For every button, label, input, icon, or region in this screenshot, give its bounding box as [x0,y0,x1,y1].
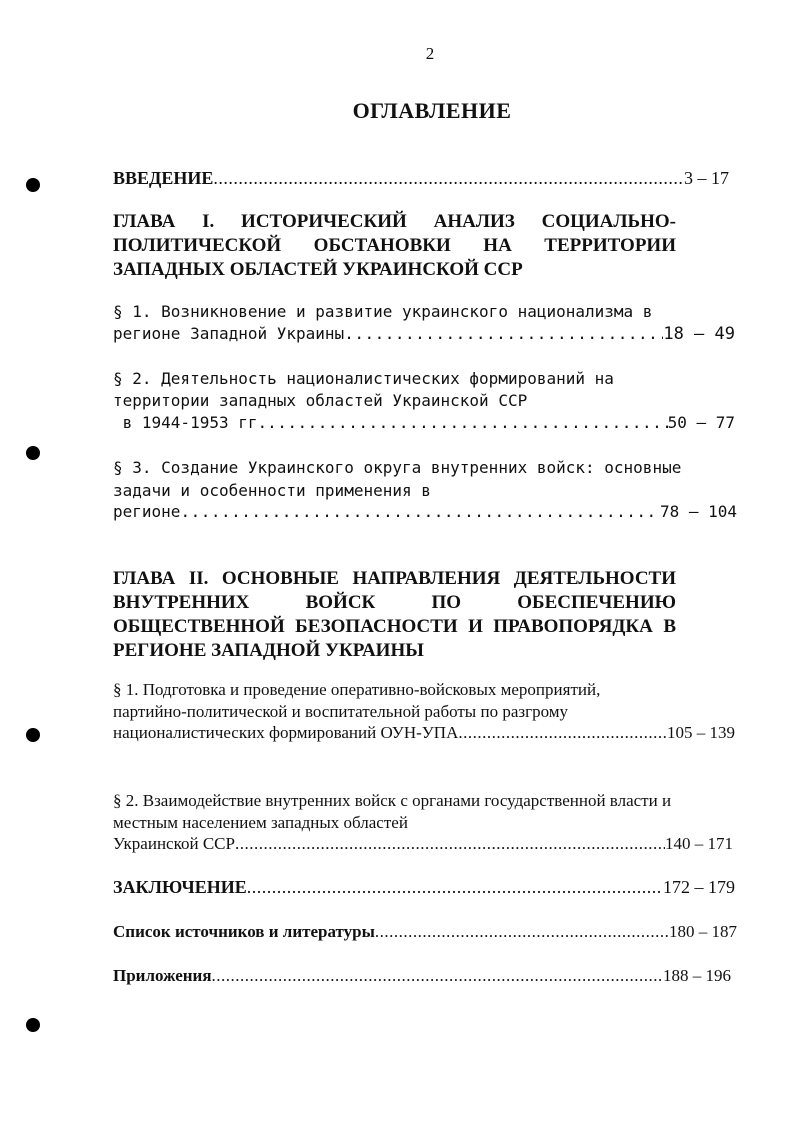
dot-leader [212,966,663,986]
toc-entry-pages: 18 – 49 [663,324,735,344]
dot-leader [247,877,663,898]
section-text-line: § 2. Деятельность националистических формирований на [113,369,614,388]
section-text-line: территории западных областей Украинской ССР [113,391,528,410]
dot-leader [458,723,667,743]
toc-entry-pages: 50 – 77 [667,413,735,432]
binder-hole [26,1018,40,1032]
toc-entry-label: ВВЕДЕНИЕ [113,168,214,188]
chapter-title-line: ГЛАВА II. ОСНОВНЫЕ НАПРАВЛЕНИЯ ДЕЯТЕЛЬНОСТИ [113,568,676,589]
page-number: 2 [425,44,435,63]
dot-leader [235,834,665,854]
toc-entry-pages: 188 – 196 [663,966,731,985]
toc-entry-conclusion [113,877,735,898]
toc-entry-pages: 105 – 139 [667,723,735,742]
toc-entry-label: Украинской ССР [113,834,235,853]
section-text-line: § 1. Подготовка и проведение оперативно-войсковых мероприятий, [113,680,601,699]
toc-entry-label: Приложения [113,966,212,985]
toc-entry-pages: 3 – 17 [684,168,729,188]
toc-entry-label: регионе [113,502,181,521]
chapter-title-line: ОБЩЕСТВЕННОЙ БЕЗОПАСНОСТИ И ПРАВОПОРЯДКА В [113,616,676,637]
chapter-title-line: ВНУТРЕННИХ ВОЙСК ПО ОБЕСПЕЧЕНИЮ [113,592,676,613]
chapter-title-line: РЕГИОНЕ ЗАПАДНОЙ УКРАИНЫ [113,640,424,661]
dot-leader [213,168,684,189]
dot-leader [375,922,669,942]
chapter-1-title [113,210,676,282]
section-text-line: § 2. Взаимодействие внутренних войск с органами государственной власти и [113,791,672,810]
section-text-line: § 3. Создание Украинского округа внутренних войск: основные [113,458,682,477]
chapter-2-title [113,567,676,663]
toc-entry-ch1-s3 [113,502,737,521]
binder-hole [26,728,40,742]
toc-entry-label: Список источников и литературы [113,922,375,941]
toc-entry-label: националистических формирований ОУН-УПА [113,723,459,742]
toc-entry-label: регионе Западной Украины [113,324,345,343]
toc-entry-pages: 78 – 104 [659,502,737,521]
dot-leader [180,502,660,521]
chapter-title-line: ГЛАВА I. ИСТОРИЧЕСКИЙ АНАЛИЗ СОЦИАЛЬНО- [113,211,676,232]
dot-leader [344,324,663,343]
toc-entry-label: в 1944-1953 гг. [113,413,268,432]
toc-entry-pages: 180 – 187 [669,922,737,941]
section-text-line: местным населением западных областей [113,813,408,832]
binder-hole [26,178,40,192]
section-text-line: задачи и особенности применения в [113,481,431,500]
toc-entry-appendix [113,966,731,986]
binder-hole [26,446,40,460]
toc-entry-ch1-s2 [113,413,735,432]
toc-entry-pages: 140 – 171 [665,834,733,853]
section-text-line: § 1. Возникновение и развитие украинского национализма в [113,302,653,321]
toc-entry-ch2-s1 [113,723,735,743]
page-title: ОГЛАВЛЕНИЕ [352,98,512,123]
chapter-title-line: ЗАПАДНЫХ ОБЛАСТЕЙ УКРАИНСКОЙ ССР [113,259,523,280]
toc-entry-intro [113,168,729,189]
chapter-title-line: ПОЛИТИЧЕСКОЙ ОБСТАНОВКИ НА ТЕРРИТОРИИ [113,235,676,256]
toc-entry-pages: 172 – 179 [663,877,735,897]
toc-entry-ch2-s2 [113,834,733,854]
toc-entry-sources [113,922,737,942]
dot-leader [267,413,667,432]
toc-entry-ch1-s1 [113,324,735,344]
toc-entry-label: ЗАКЛЮЧЕНИЕ [113,877,247,897]
section-text-line: партийно-политической и воспитательной работы по разгрому [113,702,568,721]
